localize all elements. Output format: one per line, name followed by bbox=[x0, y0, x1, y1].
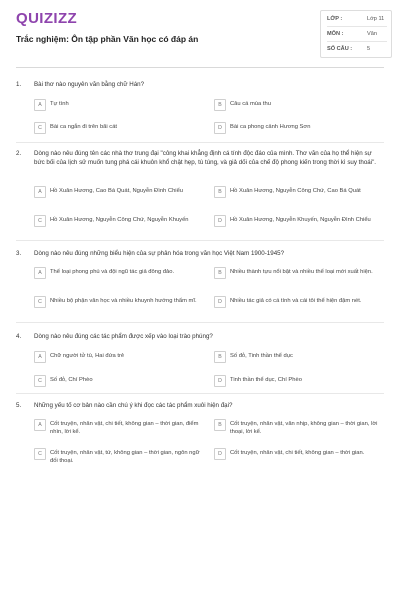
option-text: Nhiều thành tựu nổi bật và nhiều thể loại mới xuất hiện. bbox=[230, 269, 373, 275]
question-text: Dòng nào nêu đúng những biểu hiện của sự phân hóa trong văn học Việt Nam 1900-1945? bbox=[34, 250, 285, 257]
option-letter: C bbox=[34, 215, 46, 227]
meta-value: 5 bbox=[367, 46, 371, 52]
option-letter: A bbox=[34, 267, 46, 279]
option-text: Hồ Xuân Hương, Nguyễn Công Chứ, Cao Bá Quát bbox=[230, 188, 361, 194]
option-letter: B bbox=[214, 99, 226, 111]
question-text: Bài thơ nào nguyên văn bằng chữ Hán? bbox=[34, 81, 145, 88]
option-text: Hồ Xuân Hương, Nguyễn Khuyến, Nguyễn Đình Chiểu bbox=[230, 217, 371, 223]
option-letter: A bbox=[34, 419, 46, 431]
meta-row-subject bbox=[327, 28, 387, 42]
option-text: Hồ Xuân Hương, Cao Bá Quát, Nguyễn Đình Chiểu bbox=[50, 188, 184, 194]
option-text: Số đỏ, Tinh thần thể dục bbox=[230, 353, 293, 359]
option-text: Nhiều bộ phận văn học và nhiều khuynh hướng thẩm mĩ. bbox=[50, 298, 197, 304]
option-text: Số đỏ, Chí Phèo bbox=[50, 377, 93, 383]
option-letter: D bbox=[214, 122, 226, 134]
question-number: 3. bbox=[16, 250, 22, 257]
meta-key: SỐ CÂU : bbox=[327, 46, 353, 52]
option-text: Thể loại phong phú và đội ngũ tác giả đông đảo. bbox=[50, 269, 175, 275]
option-letter: C bbox=[34, 448, 46, 460]
meta-row-count bbox=[327, 43, 387, 56]
option-letter: C bbox=[34, 122, 46, 134]
meta-value: Lớp 11 bbox=[367, 16, 385, 22]
meta-value: Văn bbox=[367, 31, 377, 37]
meta-key: LỚP : bbox=[327, 16, 343, 22]
option-letter: B bbox=[214, 186, 226, 198]
option-letter: D bbox=[214, 215, 226, 227]
option-letter: A bbox=[34, 351, 46, 363]
worksheet-title: Trắc nghiệm: Ôn tập phần Văn học có đáp án bbox=[16, 34, 199, 44]
option-text: Bài ca ngắn đi trên bãi cát bbox=[50, 124, 118, 130]
question-divider bbox=[16, 322, 384, 323]
option-text: Cốt truyện, nhân vật, chi tiết, không gian – thời gian. bbox=[230, 450, 365, 456]
quizizz-logo: QUIZIZZ bbox=[16, 10, 78, 27]
question-number: 2. bbox=[16, 150, 22, 157]
question-divider bbox=[16, 393, 384, 394]
question-divider bbox=[16, 142, 384, 143]
option-text: Cốt truyện, nhân vật, tứ, không gian – thời gian, ngôn ngữ đối thoại. bbox=[50, 450, 200, 465]
option-letter: D bbox=[214, 296, 226, 308]
option-text: Câu cá mùa thu bbox=[230, 101, 271, 107]
question-divider bbox=[16, 240, 384, 241]
option-text: Tinh thần thể dục, Chí Phèo bbox=[230, 377, 302, 383]
option-letter: A bbox=[34, 186, 46, 198]
option-letter: C bbox=[34, 375, 46, 387]
option-text: Cốt truyện, nhân vật, văn nhịp, không gian – thời gian, lời thoại, lời kể. bbox=[230, 421, 378, 436]
question-number: 1. bbox=[16, 81, 22, 88]
option-letter: B bbox=[214, 351, 226, 363]
option-letter: D bbox=[214, 375, 226, 387]
question-text: Dòng nào nêu đúng các tác phẩm được xếp vào loại trào phúng? bbox=[34, 333, 213, 340]
header bbox=[0, 0, 400, 62]
option-text: Bài ca phong cảnh Hương Sơn bbox=[230, 124, 311, 130]
question-text: Dòng nào nêu đúng tên các nhà thơ trung đại "công khai khẳng định cá tính độc đáo của mình. Thơ văn của họ thể hiện sự bức bối của lịch sử muốn tung phá cái khuôn khổ chật hẹp, tù túng, và giả dối của chế độ phong kiến trong thời kì suy thoái". bbox=[34, 150, 377, 166]
option-letter: A bbox=[34, 99, 46, 111]
option-text: Hồ Xuân Hương, Nguyễn Công Chứ, Nguyễn Khuyến bbox=[50, 217, 189, 223]
option-letter: C bbox=[34, 296, 46, 308]
question-text: Những yếu tố cơ bản nào cần chú ý khi đọc các tác phẩm xuôi hiện đại? bbox=[34, 402, 233, 409]
option-text: Chữ người tử tù, Hai đứa trẻ bbox=[50, 353, 125, 359]
option-text: Cốt truyện, nhân vật, chi tiết, không gian – thời gian, điểm nhìn, lời kể. bbox=[50, 421, 199, 436]
option-letter: B bbox=[214, 419, 226, 431]
option-text: Nhiều tác giả có cá tính và cái tôi thể hiện đậm nét. bbox=[230, 298, 362, 304]
meta-box bbox=[320, 10, 392, 58]
header-rule bbox=[16, 67, 384, 68]
meta-row-class bbox=[327, 13, 387, 27]
meta-key: MÔN : bbox=[327, 31, 344, 37]
option-letter: D bbox=[214, 448, 226, 460]
question-number: 4. bbox=[16, 333, 22, 340]
option-text: Tự tình bbox=[50, 101, 69, 107]
option-letter: B bbox=[214, 267, 226, 279]
question-number: 5. bbox=[16, 402, 22, 409]
